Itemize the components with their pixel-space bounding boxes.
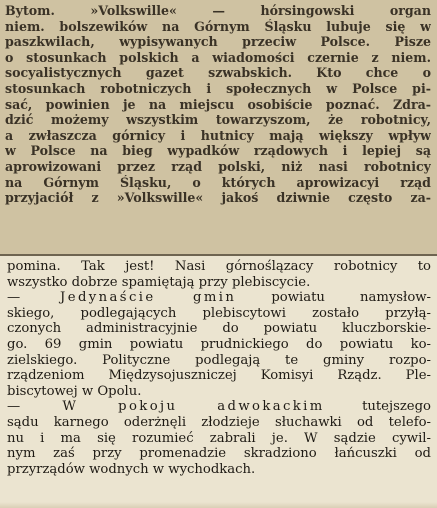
text-line: aprowizowani przez rząd polski, niż nasi robotnicy xyxy=(5,158,431,174)
text-line: czonych administracyjnie do powiatu kluczborskie- xyxy=(7,321,431,337)
text-line: go. 69 gmin powiatu prudnickiego do powiatu ko- xyxy=(7,336,431,352)
text-line: zielskiego. Polityczne podlegają te gminy rozpo- xyxy=(7,352,431,368)
news-item-namyslow xyxy=(7,290,431,306)
item-lead: — W pokoju adwokackim xyxy=(7,399,325,415)
text-line: wszystko dobrze spamiętają przy plebiscycie. xyxy=(7,274,311,290)
news-item-court xyxy=(7,399,431,415)
article-bottom-block xyxy=(0,256,437,508)
text-line: niem. bolszewików na Górnym Śląsku lubuje się w xyxy=(5,18,431,34)
text-fragment: powiatu namysłow- xyxy=(236,290,431,306)
text-line: biscytowej w Opolu. xyxy=(7,383,142,399)
text-line: przyjaciół z »Volkswille« jakoś dziwnie często za- xyxy=(5,190,431,206)
text-line: nym zaś przy promenadzie skradziono łańcuszki od xyxy=(7,446,431,462)
text-line: Bytom. »Volkswille« — hórsingowski organ xyxy=(5,3,431,18)
text-line: w Polsce na bieg wypadków rządowych i lepiej są xyxy=(5,143,431,159)
text-line: nu i ma się rozumieć zabrali je. W sądzie cywil- xyxy=(7,430,431,446)
paper-edge xyxy=(0,502,437,508)
text-line: skiego, podlegających plebiscytowi zostało przyłą- xyxy=(7,305,431,321)
text-line: paszkwilach, wypisywanych przeciw Polsce. Pisze xyxy=(5,34,431,50)
item-lead: — Jedynaście gmin xyxy=(7,290,237,306)
text-line: przyrządów wodnych w wychodkach. xyxy=(7,461,256,477)
article-bottom-text xyxy=(7,259,431,477)
text-line: rządzeniom Międzysojuszniczej Komisyi Rządz. Ple- xyxy=(7,368,431,384)
text-line: dzić możemy wszystkim towarzyszom, że robotnicy, xyxy=(5,112,431,128)
text-line: socyalistycznych gazet szwabskich. Kto chce o xyxy=(5,65,431,81)
text-fragment: tutejszego xyxy=(324,399,431,415)
text-line: na Górnym Śląsku, o których aprowizacyi rząd xyxy=(5,174,431,190)
text-line: sać, powinien je na miejscu osobiście poznać. Zdra- xyxy=(5,96,431,112)
article-top-text xyxy=(5,3,431,206)
text-line: a zwłaszcza górnicy i hutnicy mają większy wpływ xyxy=(5,127,431,143)
text-line: stosunkach robotniczych i społecznych w Polsce pi- xyxy=(5,80,431,96)
text-line: o stosunkach polskich a wiadomości czernie z niem. xyxy=(5,49,431,65)
text-line: pomina. Tak jest! Nasi górnoślązacy robotnicy to xyxy=(7,259,431,274)
text-line: sądu karnego oderżnęli złodzieje słuchawki od telefo- xyxy=(7,414,431,430)
